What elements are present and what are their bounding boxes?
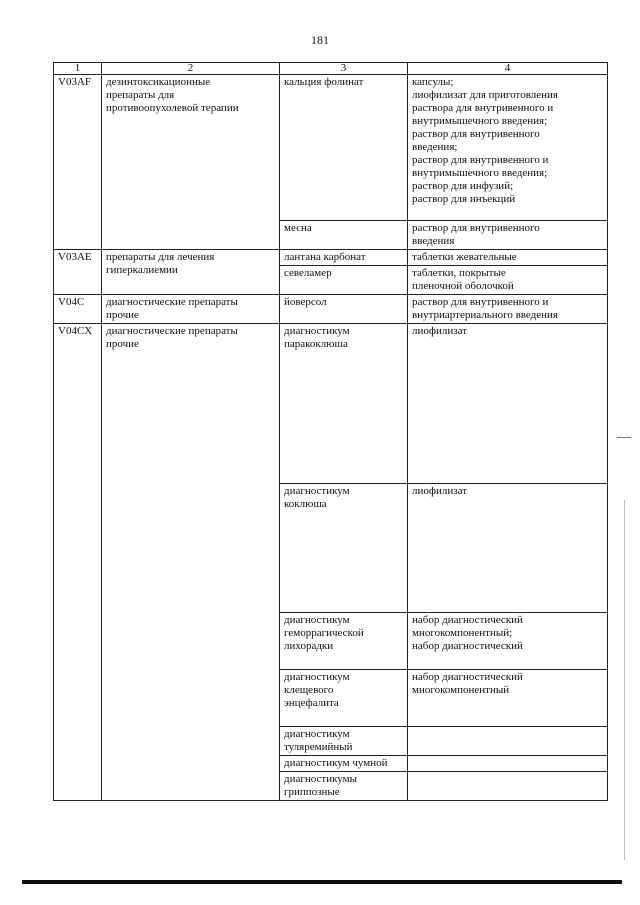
column-header-3: 3 bbox=[280, 63, 408, 75]
drug-name-cell bbox=[280, 324, 408, 484]
group-name-cell bbox=[102, 75, 280, 250]
group-name-cell bbox=[102, 295, 280, 324]
drug-name-cell bbox=[280, 295, 408, 324]
drug-name-line: диагностикум чумной bbox=[284, 757, 388, 769]
column-header-4: 4 bbox=[408, 63, 608, 75]
dosage-form-cell bbox=[408, 670, 608, 727]
dosage-form-line: лиофилизат bbox=[412, 325, 468, 337]
table-row bbox=[54, 250, 608, 266]
drug-name-line: диагностикумы bbox=[284, 773, 358, 785]
drug-name-cell bbox=[280, 772, 408, 801]
page-number: 181 bbox=[311, 33, 329, 47]
drug-name-line: паракоклюша bbox=[284, 338, 348, 350]
dosage-form-line: многокомпонентный; bbox=[412, 627, 513, 639]
drug-name-line: йоверсол bbox=[284, 296, 327, 308]
scan-margin-mark bbox=[617, 437, 631, 438]
dosage-form-line: раствор для внутривенного bbox=[412, 222, 540, 234]
dosage-form-cell bbox=[408, 266, 608, 295]
dosage-form-line: капсулы; bbox=[412, 76, 454, 88]
column-header-2: 2 bbox=[102, 63, 280, 75]
drug-name-line: диагностикум bbox=[284, 671, 350, 683]
drug-name-cell bbox=[280, 484, 408, 613]
group-name-line: диагностические препараты bbox=[106, 296, 238, 308]
dosage-form-line: многокомпонентный bbox=[412, 684, 510, 696]
dosage-form-line: лиофилизат bbox=[412, 485, 468, 497]
drug-name-cell bbox=[280, 75, 408, 221]
dosage-form-cell bbox=[408, 613, 608, 670]
atc-code-cell: V03AE bbox=[54, 250, 102, 295]
dosage-form-line: лиофилизат для приготовления bbox=[412, 89, 558, 101]
bottom-rule bbox=[22, 880, 622, 884]
drug-name-line: туляремийный bbox=[284, 741, 353, 753]
drug-name-cell bbox=[280, 221, 408, 250]
drug-name-line: лантана карбонат bbox=[284, 251, 366, 263]
table-row bbox=[54, 295, 608, 324]
group-name-cell bbox=[102, 324, 280, 801]
drug-list-table bbox=[53, 62, 608, 801]
drug-name-cell bbox=[280, 756, 408, 772]
drug-name-cell bbox=[280, 266, 408, 295]
dosage-form-cell bbox=[408, 324, 608, 484]
drug-name-line: диагностикум bbox=[284, 614, 350, 626]
dosage-form-line: внутриартериального введения bbox=[412, 309, 558, 321]
group-name-line: гиперкалиемии bbox=[106, 264, 178, 276]
dosage-form-line: введения; bbox=[412, 141, 458, 153]
dosage-form-line: набор диагностический bbox=[412, 614, 523, 626]
table-header bbox=[54, 63, 608, 75]
table-row bbox=[54, 324, 608, 484]
dosage-form-cell bbox=[408, 756, 608, 772]
group-name-line: прочие bbox=[106, 309, 139, 321]
group-name-cell bbox=[102, 250, 280, 295]
group-name-line: прочие bbox=[106, 338, 139, 350]
group-name-line: противоопухолевой терапии bbox=[106, 102, 239, 114]
drug-name-line: диагностикум bbox=[284, 325, 350, 337]
drug-name-line: коклюша bbox=[284, 498, 327, 510]
drug-name-line: диагностикум bbox=[284, 485, 350, 497]
dosage-form-line: раствора для внутривенного и bbox=[412, 102, 554, 114]
drug-name-cell bbox=[280, 613, 408, 670]
dosage-form-line: набор диагностический bbox=[412, 671, 523, 683]
dosage-form-cell bbox=[408, 250, 608, 266]
dosage-form-cell bbox=[408, 727, 608, 756]
dosage-form-line: раствор для инъекций bbox=[412, 193, 516, 205]
drug-name-line: кальция фолинат bbox=[284, 76, 364, 88]
drug-name-line: месна bbox=[284, 222, 312, 234]
dosage-form-line: внутримышечного введения; bbox=[412, 167, 548, 179]
dosage-form-line: пленочной оболочкой bbox=[412, 280, 514, 292]
dosage-form-cell bbox=[408, 484, 608, 613]
dosage-form-cell bbox=[408, 221, 608, 250]
drug-name-line: гриппозные bbox=[284, 786, 340, 798]
drug-name-line: геморрагической bbox=[284, 627, 364, 639]
scan-edge-line bbox=[624, 500, 625, 860]
table-body bbox=[54, 75, 608, 801]
drug-name-cell bbox=[280, 670, 408, 727]
dosage-form-line: внутримышечного введения; bbox=[412, 115, 548, 127]
drug-name-line: диагностикум bbox=[284, 728, 350, 740]
dosage-form-line: раствор для внутривенного и bbox=[412, 296, 549, 308]
drug-name-line: клещевого bbox=[284, 684, 334, 696]
dosage-form-cell bbox=[408, 295, 608, 324]
dosage-form-line: раствор для инфузий; bbox=[412, 180, 514, 192]
drug-name-cell bbox=[280, 727, 408, 756]
dosage-form-line: таблетки жевательные bbox=[412, 251, 517, 263]
atc-code-cell: V03AF bbox=[54, 75, 102, 250]
group-name-line: препараты для bbox=[106, 89, 175, 101]
drug-name-line: энцефалита bbox=[284, 697, 339, 709]
dosage-form-line: набор диагностический bbox=[412, 640, 523, 652]
dosage-form-cell bbox=[408, 75, 608, 221]
group-name-line: препараты для лечения bbox=[106, 251, 215, 263]
dosage-form-line: раствор для внутривенного bbox=[412, 128, 540, 140]
column-header-1: 1 bbox=[54, 63, 102, 75]
header-row bbox=[54, 63, 608, 75]
atc-code-cell: V04C bbox=[54, 295, 102, 324]
table-row bbox=[54, 75, 608, 221]
group-name-line: дезинтоксикационные bbox=[106, 76, 211, 88]
drug-name-line: лихорадки bbox=[284, 640, 334, 652]
drug-name-line: севеламер bbox=[284, 267, 332, 279]
dosage-form-line: введения bbox=[412, 235, 455, 247]
dosage-form-line: раствор для внутривенного и bbox=[412, 154, 549, 166]
dosage-form-line: таблетки, покрытые bbox=[412, 267, 506, 279]
drug-name-cell bbox=[280, 250, 408, 266]
group-name-line: диагностические препараты bbox=[106, 325, 238, 337]
dosage-form-cell bbox=[408, 772, 608, 801]
atc-code-cell: V04CX bbox=[54, 324, 102, 801]
